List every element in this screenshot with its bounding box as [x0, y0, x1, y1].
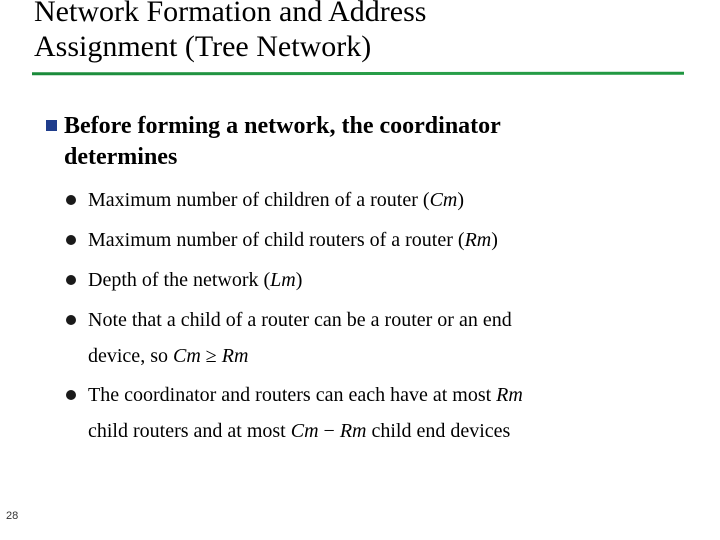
note-variable-rm: Rm — [221, 345, 249, 367]
round-bullet-icon — [66, 275, 76, 285]
item-text: Depth of the network ( — [88, 269, 271, 291]
note-line-2: device, so — [88, 345, 173, 367]
note-variable-cm: Cm — [172, 345, 201, 367]
coordinator-text — [66, 377, 686, 449]
item-text: Maximum number of children of a router ( — [88, 189, 430, 211]
coord-variable-rm: Rm — [496, 384, 523, 406]
lead-line-2: determines — [64, 144, 178, 170]
item-variable: Cm — [429, 189, 458, 211]
coord-line-1: The coordinator and routers can each have at most — [88, 384, 497, 406]
round-bullet-icon — [66, 390, 76, 400]
list-item-text — [66, 262, 686, 298]
coord-variable-cm: Cm — [290, 420, 319, 442]
slide-title — [34, 0, 694, 64]
coord-line-2: child routers and at most — [88, 420, 291, 442]
note-text — [66, 302, 686, 374]
item-text: Maximum number of child routers of a router ( — [88, 229, 465, 251]
slide-number: 28 — [6, 510, 19, 522]
lead-text — [40, 111, 640, 173]
note-line-1: Note that a child of a router can be a router or an end — [88, 309, 512, 331]
title-underline — [32, 72, 684, 76]
slide-title-line-1: Network Formation and Address — [34, 0, 427, 28]
round-bullet-icon — [66, 315, 76, 325]
list-item-text — [66, 182, 686, 218]
lead-line-1: Before forming a network, the coordinator — [64, 113, 501, 139]
coord-variable-rm-2: Rm — [339, 420, 367, 442]
note-operator: ≥ — [200, 345, 222, 367]
coord-line-2-end: child end devices — [366, 420, 511, 442]
square-bullet-icon — [46, 120, 57, 131]
round-bullet-icon — [66, 235, 76, 245]
list-item-coordinator — [66, 377, 686, 449]
coord-operator: − — [318, 420, 340, 442]
list-item — [66, 262, 686, 298]
item-text-end: ) — [491, 229, 498, 251]
list-item — [66, 222, 686, 258]
list-item-note — [66, 302, 686, 374]
list-item — [66, 182, 686, 218]
item-variable: Rm — [464, 229, 492, 251]
item-text-end: ) — [457, 189, 465, 211]
round-bullet-icon — [66, 195, 76, 205]
list-item-text — [66, 222, 686, 258]
item-text-end: ) — [295, 269, 303, 291]
item-variable: Lm — [270, 269, 296, 291]
slide-title-line-2: Assignment (Tree Network) — [34, 30, 372, 63]
lead-bullet — [40, 111, 640, 173]
